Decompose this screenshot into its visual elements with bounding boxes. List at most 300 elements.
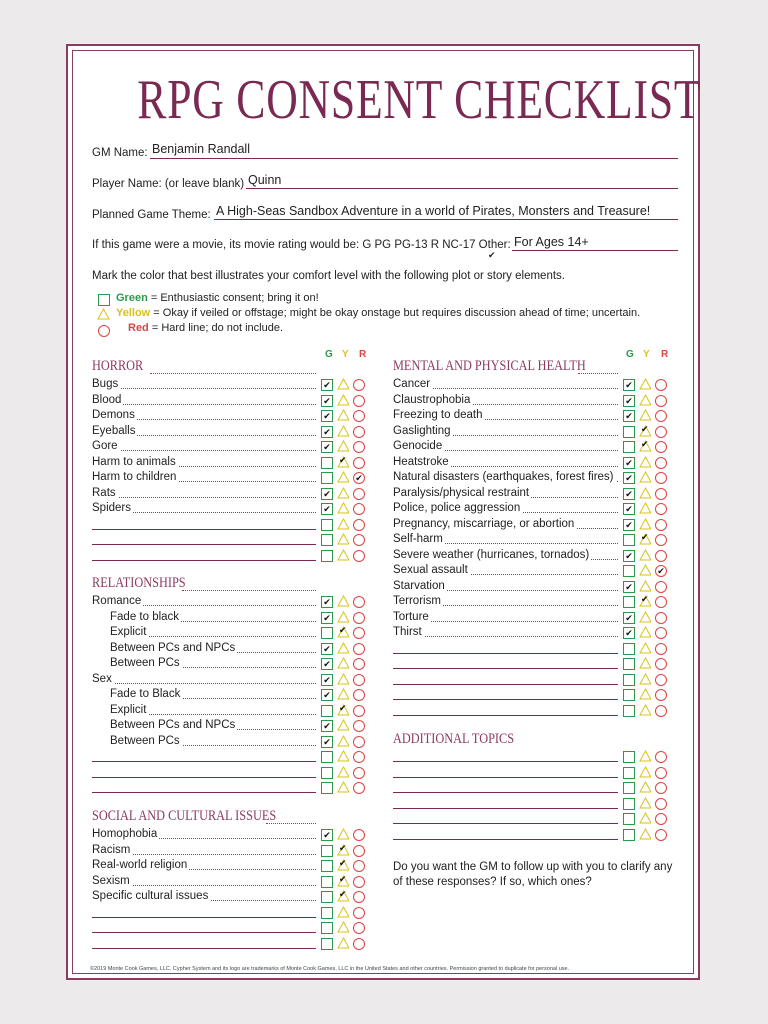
yellow-triangle-option[interactable] — [639, 409, 651, 421]
yellow-triangle-option[interactable] — [337, 409, 349, 421]
checklist-row-horror — [92, 518, 367, 532]
checklist-row-mental — [393, 595, 669, 609]
checklist-row-horror — [92, 394, 367, 408]
green-checkbox[interactable]: ✔ — [321, 488, 333, 500]
green-checkbox[interactable] — [321, 519, 333, 531]
yellow-triangle-option[interactable] — [639, 394, 651, 406]
rating-options — [623, 657, 669, 671]
green-checkbox[interactable]: ✔ — [321, 503, 333, 515]
red-circle-option[interactable] — [353, 658, 365, 670]
checklist-row-mental — [393, 564, 669, 578]
checklist-row-additional — [393, 828, 669, 842]
red-circle-option[interactable] — [353, 845, 365, 857]
yellow-triangle-option[interactable] — [639, 657, 651, 669]
red-circle-icon — [98, 325, 110, 337]
green-checkbox[interactable]: ✔ — [321, 441, 333, 453]
yellow-word: Yellow — [116, 307, 151, 319]
blank-write-in-line[interactable] — [393, 792, 618, 793]
rating-options — [321, 471, 367, 485]
red-circle-option[interactable] — [353, 891, 365, 903]
yellow-triangle-option[interactable] — [337, 518, 349, 530]
rating-options — [623, 781, 669, 795]
rating-options — [321, 456, 367, 470]
yellow-triangle-option[interactable] — [639, 549, 651, 561]
green-checkbox[interactable]: ✔ — [623, 519, 635, 531]
red-circle-option[interactable] — [353, 674, 365, 686]
checklist-row-relationships — [92, 766, 367, 780]
yellow-triangle-option[interactable] — [337, 611, 349, 623]
green-checkbox[interactable] — [623, 689, 635, 701]
page-title: RPG CONSENT CHECKLIST — [137, 69, 702, 131]
rating-options — [623, 828, 669, 842]
red-circle-option[interactable] — [655, 627, 667, 639]
yellow-triangle-option[interactable] — [639, 704, 651, 716]
green-checkbox[interactable]: ✔ — [623, 472, 635, 484]
red-circle-option[interactable] — [655, 519, 667, 531]
green-checkbox[interactable] — [623, 674, 635, 686]
red-circle-option[interactable] — [353, 736, 365, 748]
yellow-check-mark: ✔ — [339, 842, 347, 853]
yellow-triangle-option[interactable] — [639, 812, 651, 824]
red-circle-option[interactable] — [353, 767, 365, 779]
red-circle-option[interactable] — [353, 457, 365, 469]
red-circle-option[interactable] — [353, 907, 365, 919]
red-circle-option[interactable] — [353, 938, 365, 950]
yellow-triangle-option[interactable] — [337, 657, 349, 669]
yellow-triangle-option[interactable] — [337, 549, 349, 561]
yellow-triangle-option[interactable] — [337, 394, 349, 406]
blank-write-in-line[interactable] — [92, 544, 316, 545]
row-label: Claustrophobia — [393, 393, 471, 406]
yellow-triangle-option[interactable] — [337, 719, 349, 731]
yellow-triangle-option[interactable] — [337, 533, 349, 545]
green-checkbox[interactable]: ✔ — [623, 379, 635, 391]
red-circle-option[interactable] — [655, 581, 667, 593]
checklist-row-mental — [393, 425, 669, 439]
blank-write-in-line[interactable] — [92, 792, 316, 793]
blank-write-in-line[interactable] — [92, 761, 316, 762]
yellow-triangle-option[interactable] — [337, 673, 349, 685]
checklist-row-mental — [393, 440, 669, 454]
red-circle-option[interactable] — [655, 395, 667, 407]
yellow-triangle-option[interactable] — [337, 595, 349, 607]
checklist-row-social — [92, 921, 367, 935]
rating-options — [623, 440, 669, 454]
green-checkbox[interactable] — [623, 596, 635, 608]
yellow-check-mark: ✔ — [339, 873, 347, 884]
green-checkbox[interactable] — [321, 534, 333, 546]
green-checkbox[interactable] — [623, 441, 635, 453]
green-checkbox[interactable]: ✔ — [321, 426, 333, 438]
row-label: Fade to black — [110, 610, 180, 623]
green-checkbox[interactable]: ✔ — [623, 550, 635, 562]
yellow-triangle-option[interactable] — [337, 642, 349, 654]
blank-write-in-line[interactable] — [92, 948, 316, 949]
green-checkbox[interactable] — [623, 643, 635, 655]
yellow-triangle-option[interactable] — [639, 580, 651, 592]
red-circle-option[interactable] — [353, 751, 365, 763]
green-checkbox[interactable] — [321, 860, 333, 872]
yellow-check-mark: ✔ — [339, 454, 347, 465]
green-checkbox[interactable] — [623, 767, 635, 779]
yellow-triangle-option[interactable] — [639, 378, 651, 390]
row-label: Spiders — [92, 502, 131, 514]
yellow-triangle-option[interactable] — [337, 378, 349, 390]
yellow-triangle-option[interactable] — [639, 673, 651, 685]
checklist-row-mental — [393, 487, 669, 501]
yellow-check-mark: ✔ — [339, 889, 347, 899]
row-label: Bugs — [92, 378, 119, 390]
rating-options — [623, 425, 669, 439]
gm-name-field[interactable]: Benjamin Randall — [152, 142, 250, 156]
row-label: Freezing to death — [393, 409, 483, 421]
yellow-triangle-option[interactable] — [639, 642, 651, 654]
rating-options — [623, 378, 669, 392]
yellow-triangle-option[interactable] — [639, 626, 651, 638]
red-circle-option[interactable]: ✔ — [353, 472, 365, 484]
rating-options — [321, 549, 367, 563]
rating-options — [321, 828, 367, 842]
green-checkbox[interactable] — [321, 705, 333, 717]
rating-options — [623, 471, 669, 485]
blank-write-in-line[interactable] — [393, 653, 618, 654]
green-checkbox[interactable]: ✔ — [623, 581, 635, 593]
green-checkbox[interactable] — [321, 876, 333, 888]
rating-options — [623, 533, 669, 547]
red-circle-option[interactable] — [655, 782, 667, 794]
checklist-row-mental — [393, 704, 669, 718]
green-checkbox[interactable] — [623, 829, 635, 841]
green-checkbox[interactable] — [321, 891, 333, 903]
green-checkbox[interactable] — [321, 472, 333, 484]
red-circle-option[interactable] — [353, 596, 365, 608]
section-horror-title: HORROR — [92, 358, 144, 374]
yellow-triangle-option[interactable] — [337, 937, 349, 949]
red-circle-option[interactable] — [353, 720, 365, 732]
green-checkbox[interactable] — [623, 565, 635, 577]
checklist-row-horror — [92, 440, 367, 454]
green-checkbox[interactable]: ✔ — [321, 612, 333, 624]
rating-options — [623, 409, 669, 423]
rating-options — [321, 642, 367, 656]
red-circle-option[interactable] — [353, 410, 365, 422]
rating-options — [321, 378, 367, 392]
rating-options — [321, 595, 367, 609]
red-circle-option[interactable] — [655, 612, 667, 624]
red-circle-option[interactable] — [353, 426, 365, 438]
green-checkbox[interactable]: ✔ — [623, 503, 635, 515]
yellow-check-mark: ✔ — [641, 594, 649, 604]
green-checkbox[interactable] — [623, 534, 635, 546]
red-circle-option[interactable] — [353, 829, 365, 841]
checklist-row-horror — [92, 533, 367, 547]
rating-options — [321, 487, 367, 501]
green-checkbox[interactable]: ✔ — [623, 612, 635, 624]
red-circle-option[interactable] — [655, 534, 667, 546]
checklist-row-mental — [393, 580, 669, 594]
instructions: Mark the color that best illustrates your comfort level with the following plot or story elements. — [92, 270, 565, 282]
checklist-row-additional — [393, 797, 669, 811]
red-circle-option[interactable] — [655, 643, 667, 655]
green-checkbox[interactable]: ✔ — [321, 395, 333, 407]
checklist-row-mental — [393, 502, 669, 516]
red-circle-option[interactable] — [655, 488, 667, 500]
rating-other-field[interactable]: For Ages 14+ — [514, 235, 589, 249]
rating-options — [321, 688, 367, 702]
green-checkbox[interactable]: ✔ — [321, 720, 333, 732]
rating-options — [623, 797, 669, 811]
rating-options — [321, 719, 367, 733]
green-checkbox[interactable]: ✔ — [623, 488, 635, 500]
yellow-triangle-option[interactable] — [337, 425, 349, 437]
green-checkbox[interactable]: ✔ — [321, 596, 333, 608]
yellow-triangle-option[interactable] — [639, 456, 651, 468]
yellow-check-mark: ✔ — [641, 439, 649, 449]
green-checkbox[interactable] — [623, 813, 635, 825]
header-g: G — [325, 349, 333, 360]
green-checkbox[interactable]: ✔ — [623, 410, 635, 422]
yellow-triangle-option[interactable] — [337, 688, 349, 700]
green-checkbox[interactable] — [623, 782, 635, 794]
red-circle-option[interactable] — [655, 674, 667, 686]
yellow-triangle-option[interactable] — [337, 471, 349, 483]
green-checkbox[interactable] — [321, 782, 333, 794]
checklist-row-relationships — [92, 750, 367, 764]
red-circle-option[interactable] — [353, 689, 365, 701]
red-circle-option[interactable] — [353, 441, 365, 453]
yellow-triangle-option[interactable] — [639, 750, 651, 762]
green-checkbox[interactable] — [321, 751, 333, 763]
blank-write-in-line[interactable] — [393, 777, 618, 778]
checklist-row-mental — [393, 549, 669, 563]
green-checkbox[interactable]: ✔ — [623, 627, 635, 639]
row-label: Romance — [92, 595, 142, 607]
yellow-triangle-option[interactable] — [639, 688, 651, 700]
blank-write-in-line[interactable] — [92, 932, 316, 933]
red-circle-option[interactable] — [353, 503, 365, 515]
blank-write-in-line[interactable] — [92, 560, 316, 561]
green-checkbox[interactable] — [623, 705, 635, 717]
red-circle-option[interactable] — [353, 612, 365, 624]
green-checkbox[interactable] — [321, 922, 333, 934]
rating-options — [321, 673, 367, 687]
green-checkbox[interactable] — [321, 845, 333, 857]
yellow-triangle-option[interactable] — [337, 735, 349, 747]
checklist-row-horror — [92, 502, 367, 516]
rating-options — [623, 394, 669, 408]
section-additional-title: ADDITIONAL TOPICS — [393, 731, 515, 747]
green-checkbox[interactable] — [623, 798, 635, 810]
rating-options — [623, 580, 669, 594]
green-desc: = Enthusiastic consent; bring it on! — [147, 292, 319, 304]
green-checkbox[interactable] — [321, 550, 333, 562]
blank-write-in-line[interactable] — [92, 917, 316, 918]
green-checkbox[interactable] — [321, 627, 333, 639]
red-circle-option[interactable] — [655, 503, 667, 515]
checklist-row-horror — [92, 425, 367, 439]
green-checkbox[interactable]: ✔ — [321, 829, 333, 841]
yellow-triangle-option[interactable] — [639, 766, 651, 778]
red-circle-option[interactable] — [353, 643, 365, 655]
red-circle-option[interactable] — [353, 534, 365, 546]
red-circle-option[interactable] — [655, 767, 667, 779]
green-checkbox[interactable]: ✔ — [321, 736, 333, 748]
green-checkbox[interactable] — [321, 457, 333, 469]
red-circle-option[interactable] — [353, 550, 365, 562]
blank-write-in-line[interactable] — [393, 715, 618, 716]
checklist-row-mental — [393, 657, 669, 671]
rating-options — [623, 704, 669, 718]
player-name-label: Player Name: (or leave blank) — [92, 178, 245, 190]
green-checkbox[interactable]: ✔ — [321, 674, 333, 686]
red-circle-option[interactable] — [655, 829, 667, 841]
row-label: Between PCs — [110, 734, 180, 747]
red-circle-option[interactable] — [655, 596, 667, 608]
red-circle-option[interactable] — [655, 410, 667, 422]
section-mental-title: MENTAL AND PHYSICAL HEALTH — [393, 358, 586, 374]
row-label: Eyeballs — [92, 424, 136, 437]
blank-write-in-line[interactable] — [393, 684, 618, 685]
blank-write-in-line[interactable] — [393, 699, 618, 700]
yellow-triangle-option[interactable] — [337, 828, 349, 840]
red-circle-option[interactable] — [353, 782, 365, 794]
green-checkbox[interactable]: ✔ — [321, 379, 333, 391]
yellow-triangle-option[interactable] — [337, 921, 349, 933]
rating-options — [321, 906, 367, 920]
yellow-triangle-option[interactable] — [639, 564, 651, 576]
red-circle-option[interactable] — [353, 395, 365, 407]
red-circle-option[interactable] — [655, 457, 667, 469]
theme-field[interactable]: A High-Seas Sandbox Adventure in a world of Pirates, Monsters and Treasure! — [216, 204, 651, 218]
row-label: Police, police aggression — [393, 502, 521, 514]
yellow-triangle-option[interactable] — [639, 502, 651, 514]
red-circle-option[interactable] — [655, 550, 667, 562]
red-circle-option[interactable] — [655, 689, 667, 701]
red-circle-option[interactable] — [353, 488, 365, 500]
row-label: Natural disasters (earthquakes, forest fires) — [393, 471, 614, 483]
green-checkbox[interactable] — [623, 751, 635, 763]
yellow-triangle-option[interactable] — [337, 750, 349, 762]
blank-write-in-line[interactable] — [393, 808, 618, 809]
red-circle-option[interactable] — [655, 472, 667, 484]
rating-options — [623, 595, 669, 609]
red-circle-option[interactable] — [655, 658, 667, 670]
row-label: Heatstroke — [393, 455, 449, 468]
rating-options — [321, 921, 367, 935]
blank-write-in-line[interactable] — [393, 839, 618, 840]
blank-write-in-line[interactable] — [393, 668, 618, 669]
blank-write-in-line[interactable] — [393, 761, 618, 762]
red-circle-option[interactable] — [655, 751, 667, 763]
green-square-icon — [98, 294, 110, 306]
red-circle-option[interactable] — [655, 426, 667, 438]
row-label: Sexual assault — [393, 564, 468, 576]
yellow-triangle-option[interactable] — [639, 781, 651, 793]
red-circle-option[interactable] — [655, 798, 667, 810]
yellow-triangle-option[interactable] — [337, 906, 349, 918]
row-label: Racism — [92, 843, 131, 856]
checklist-row-mental — [393, 673, 669, 687]
checklist-row-social — [92, 937, 367, 951]
red-circle-option[interactable] — [353, 876, 365, 888]
red-circle-option[interactable] — [353, 922, 365, 934]
rating-options — [321, 766, 367, 780]
blank-write-in-line[interactable] — [393, 823, 618, 824]
rating-label: If this game were a movie, its movie rating would be: G PG PG-13 R NC-17 Other: — [92, 239, 511, 251]
red-circle-option[interactable] — [353, 860, 365, 872]
yellow-check-mark: ✔ — [641, 532, 649, 542]
blank-write-in-line[interactable] — [92, 529, 316, 530]
checklist-row-relationships — [92, 657, 367, 671]
green-checkbox[interactable]: ✔ — [321, 410, 333, 422]
checklist-row-additional — [393, 781, 669, 795]
checklist-row-mental — [393, 378, 669, 392]
blank-write-in-line[interactable] — [92, 777, 316, 778]
green-checkbox[interactable] — [321, 938, 333, 950]
row-label: Pregnancy, miscarriage, or abortion — [393, 517, 575, 530]
yellow-triangle-option[interactable] — [639, 518, 651, 530]
row-label: Thirst — [393, 626, 422, 638]
green-checkbox[interactable] — [623, 658, 635, 670]
green-checkbox[interactable]: ✔ — [623, 395, 635, 407]
red-circle-option[interactable]: ✔ — [655, 565, 667, 577]
section-social-title: SOCIAL AND CULTURAL ISSUES — [92, 808, 277, 824]
yellow-triangle-option[interactable] — [337, 766, 349, 778]
checklist-row-horror — [92, 471, 367, 485]
red-circle-option[interactable] — [353, 379, 365, 391]
section-relationships-title: RELATIONSHIPS — [92, 575, 186, 591]
yellow-triangle-option[interactable] — [337, 781, 349, 793]
yellow-triangle-option[interactable] — [639, 487, 651, 499]
yellow-triangle-option[interactable] — [337, 487, 349, 499]
yellow-triangle-option[interactable] — [639, 797, 651, 809]
green-checkbox[interactable]: ✔ — [321, 689, 333, 701]
checklist-row-mental — [393, 688, 669, 702]
green-checkbox[interactable] — [321, 907, 333, 919]
rating-options — [623, 487, 669, 501]
red-circle-option[interactable] — [655, 379, 667, 391]
red-circle-option[interactable] — [655, 441, 667, 453]
yellow-triangle-option[interactable] — [639, 471, 651, 483]
row-label: Sex — [92, 672, 112, 685]
green-checkbox[interactable] — [321, 767, 333, 779]
rating-options — [623, 688, 669, 702]
yellow-triangle-option[interactable] — [639, 828, 651, 840]
rating-options — [321, 735, 367, 749]
yellow-triangle-option[interactable] — [337, 440, 349, 452]
checklist-row-relationships — [92, 595, 367, 609]
player-name-field[interactable]: Quinn — [248, 173, 282, 187]
red-circle-option[interactable] — [655, 813, 667, 825]
row-label: Rats — [92, 486, 116, 499]
checklist-row-relationships — [92, 611, 367, 625]
green-checkbox[interactable]: ✔ — [321, 643, 333, 655]
red-circle-option[interactable] — [655, 705, 667, 717]
green-checkbox[interactable] — [623, 426, 635, 438]
rating-options — [321, 750, 367, 764]
yellow-triangle-option[interactable] — [639, 611, 651, 623]
rating-options — [623, 502, 669, 516]
rating-options — [623, 564, 669, 578]
red-circle-option[interactable] — [353, 519, 365, 531]
row-label: Blood — [92, 393, 122, 406]
red-circle-option[interactable] — [353, 705, 365, 717]
yellow-triangle-option[interactable] — [337, 502, 349, 514]
rating-options — [321, 859, 367, 873]
red-circle-option[interactable] — [353, 627, 365, 639]
green-checkbox[interactable]: ✔ — [623, 457, 635, 469]
green-checkbox[interactable]: ✔ — [321, 658, 333, 670]
